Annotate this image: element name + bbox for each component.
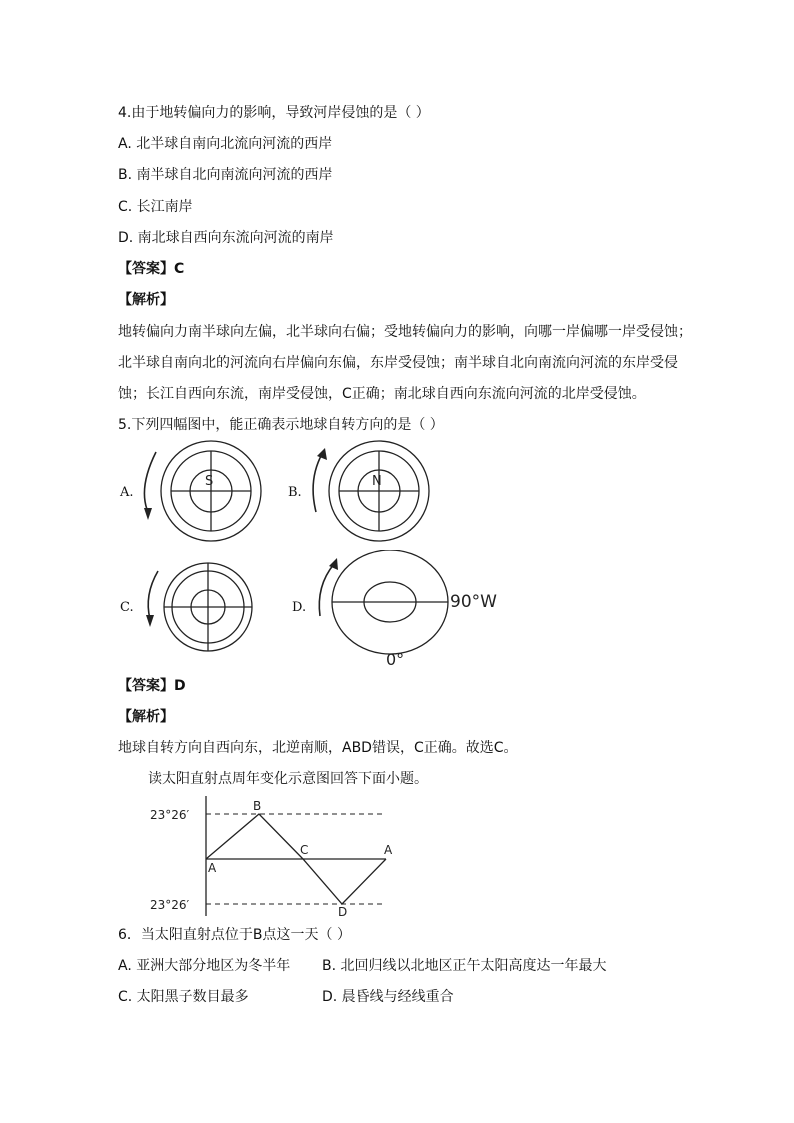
q6-option-a: A. 亚洲大部分地区为冬半年 (118, 958, 291, 974)
q5-figure-c-label: C. (120, 600, 134, 615)
q4-option-c: C. 长江南岸 (118, 199, 193, 215)
point-d: D (338, 905, 348, 918)
pole-label-s: S (205, 474, 214, 489)
point-a-end: A (384, 843, 393, 857)
q5-figure-c (136, 555, 276, 665)
bottom-latitude-label: 23°26′ (150, 898, 190, 912)
q4-option-a: A. 北半球自南向北流向河流的西岸 (118, 136, 333, 152)
rotation-arrow-icon (313, 454, 322, 512)
q4-answer: 【答案】C (118, 261, 185, 277)
q4-analysis-line: 北半球自南向北的河流向右岸偏向东偏，东岸受侵蚀；南半球自北向南流向河流的东岸受侵 (118, 355, 678, 371)
meridian-label-90w: 90°W (450, 592, 497, 612)
q4-analysis-title: 【解析】 (118, 292, 174, 308)
q5-figure-d-label: D. (292, 600, 307, 615)
q6-option-b: B. 北回归线以北地区正午太阳高度达一年最大 (322, 958, 607, 974)
q5-figure-b-label: B. (288, 485, 302, 500)
q5-figure-a (136, 440, 276, 550)
sun-direct-point-chart (140, 792, 410, 918)
meridian-label-0: 0° (386, 650, 405, 666)
q5-analysis-line: 地球自转方向自西向东，北逆南顺，ABD错误，C正确。故选C。 (118, 740, 518, 756)
q4-option-b: B. 南半球自北向南流向河流的西岸 (118, 167, 333, 183)
point-a-start: A (208, 861, 217, 875)
point-c: C (300, 843, 309, 857)
q4-analysis-line: 蚀；长江自西向东流，南岸受侵蚀，C正确；南北球自西向东流向河流的北岸受侵蚀。 (118, 386, 646, 402)
q5-answer: 【答案】D (118, 678, 186, 694)
point-b: B (253, 799, 262, 813)
pole-label-n: N (372, 474, 382, 489)
q5-figure-d (310, 550, 510, 666)
q5-stem: 5.下列四幅图中，能正确表示地球自转方向的是（ ） (118, 417, 444, 433)
q5-figure-b (304, 440, 444, 550)
rotation-arrow-icon (148, 571, 158, 619)
q4-analysis-line: 地转偏向力南半球向左偏，北半球向右偏；受地转偏向力的影响，向哪一岸偏哪一岸受侵蚀； (118, 324, 692, 340)
q6-option-c: C. 太阳黑子数目最多 (118, 989, 249, 1005)
rotation-arrow-icon (144, 452, 156, 512)
q5-analysis-title: 【解析】 (118, 709, 174, 725)
q5-figure-a-label: A. (120, 485, 134, 500)
group-intro: 读太阳直射点周年变化示意图回答下面小题。 (148, 771, 428, 787)
top-latitude-label: 23°26′ (150, 808, 190, 822)
q4-option-d: D. 南北球自西向东流向河流的南岸 (118, 230, 334, 246)
q6-option-d: D. 晨昏线与经线重合 (322, 989, 454, 1005)
q6-stem: 6．当太阳直射点位于B点这一天（ ） (118, 927, 351, 943)
q4-stem: 4.由于地转偏向力的影响，导致河岸侵蚀的是（ ） (118, 105, 430, 121)
